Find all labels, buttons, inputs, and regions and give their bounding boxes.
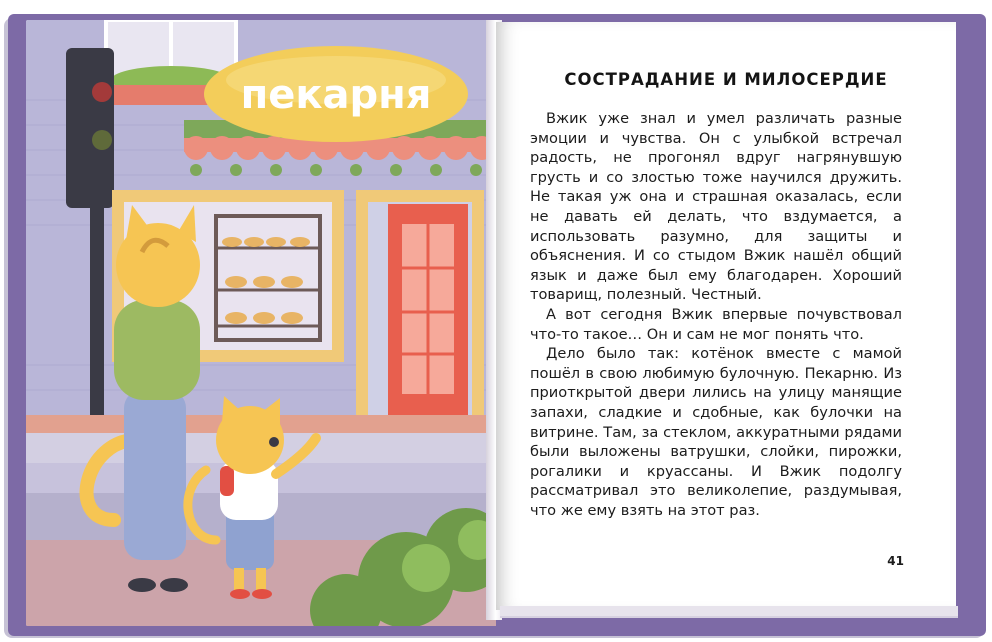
- page-edges: [500, 606, 958, 618]
- bakery-sign-text: пекарня: [240, 72, 432, 118]
- chapter-title: СОСТРАДАНИЕ И МИЛОСЕРДИЕ: [564, 70, 888, 89]
- traffic-light: [66, 48, 114, 208]
- page-number: 41: [887, 554, 904, 568]
- red-light-icon: [92, 82, 112, 102]
- chapter-text: [530, 109, 902, 520]
- paragraph: Вжик уже знал и умел различать разные эмоции и чувства. Он с улыбкой встречал радость, не прогонял вдруг нагрянувшую грусть и со злостью тоже научился дружить. Не такая уж она и страшная оказалась, если не давать ей делать, что вздумается, а использовать разумно, для защиты и объяснения. И со стыдом Вжик нашёл общий язык и даже был ему благодарен. Хороший товарищ, полезный. Честный.: [530, 110, 902, 304]
- illustration-page: [26, 20, 496, 626]
- paragraph: Дело было так: котёнок вместе с мамой пошёл в свою любимую булочную. Пекарню. Из приоткрытой двери лились на улицу манящие запахи, сладкие и сдобные, как булочки на витрине. Там, за стеклом, аккуратными рядами были выложены ватрушки, слойки, пирожки, рогалики и круассаны. И Вжик подолгу рассматривал это великолепие, раздумывая, что же ему взять на этот раз.: [530, 345, 902, 519]
- paragraph: А вот сегодня Вжик впервые почувствовал что-то такое… Он и сам не мог понять что.: [530, 305, 902, 343]
- green-light-icon: [92, 130, 112, 150]
- bakery-illustration: [26, 20, 496, 626]
- text-page: [496, 22, 956, 610]
